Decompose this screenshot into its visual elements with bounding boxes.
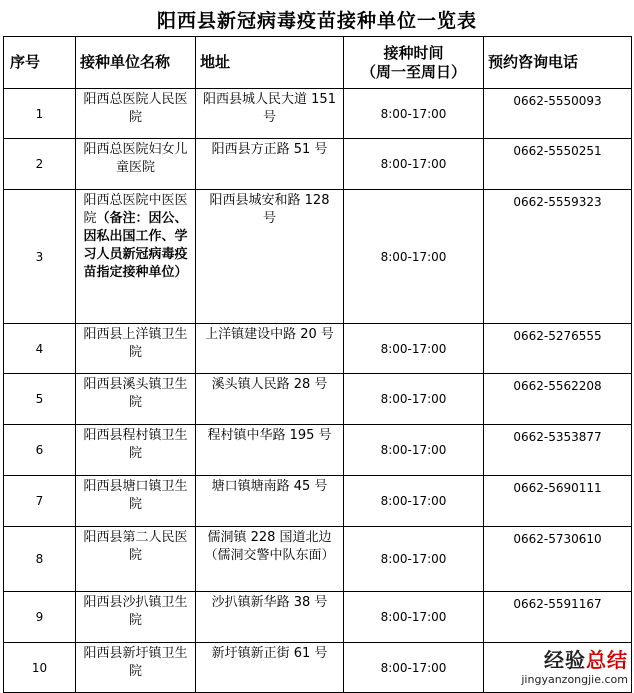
row-address: 沙扒镇新华路 38 号 xyxy=(196,592,344,643)
row-unit-label: 阳西县上洋镇卫生院 xyxy=(83,327,188,360)
row-unit-name xyxy=(76,324,196,374)
row-no: 2 xyxy=(4,139,76,190)
row-no: 1 xyxy=(4,89,76,139)
row-unit-name xyxy=(76,190,196,324)
row-time: 8:00-17:00 xyxy=(344,374,484,425)
row-unit-name xyxy=(76,592,196,643)
row-unit-label: 阳西总医院妇女儿童医院 xyxy=(83,142,188,175)
row-time: 8:00-17:00 xyxy=(344,139,484,190)
row-unit-name xyxy=(76,643,196,693)
watermark xyxy=(521,644,628,686)
table-row xyxy=(4,190,632,324)
page-title: 阳西县新冠病毒疫苗接种单位一览表 xyxy=(156,10,477,32)
row-unit-name xyxy=(76,476,196,527)
row-unit-label: 阳西总医院中医医院 xyxy=(83,193,188,226)
row-address: 阳西县方正路 51 号 xyxy=(196,139,344,190)
row-unit-label: 阳西总医院人民医院 xyxy=(83,92,188,125)
table-row xyxy=(4,476,632,527)
row-unit-label: 阳西县沙扒镇卫生院 xyxy=(83,595,188,628)
header-address: 地址 xyxy=(196,37,344,89)
row-unit-note: （备注：因公、因私出国工作、学习人员新冠病毒疫苗指定接种单位） xyxy=(83,211,188,280)
table-row xyxy=(4,324,632,374)
row-time: 8:00-17:00 xyxy=(344,89,484,139)
header-time-line2: （周一至周日） xyxy=(360,62,466,81)
row-address: 溪头镇人民路 28 号 xyxy=(196,374,344,425)
row-unit-name xyxy=(76,139,196,190)
row-time: 8:00-17:00 xyxy=(344,643,484,693)
row-no: 10 xyxy=(4,643,76,693)
row-time: 8:00-17:00 xyxy=(344,190,484,324)
row-no: 6 xyxy=(4,425,76,476)
row-no: 7 xyxy=(4,476,76,527)
watermark-logo: 经验总结 xyxy=(544,648,628,672)
row-unit-name xyxy=(76,374,196,425)
row-unit-name xyxy=(76,89,196,139)
header-no: 序号 xyxy=(4,37,76,89)
row-unit-label: 阳西县塘口镇卫生院 xyxy=(83,479,188,512)
header-time-line1: 接种时间 xyxy=(383,43,444,62)
row-address: 塘口镇塘南路 45 号 xyxy=(196,476,344,527)
table-header-row xyxy=(4,37,632,89)
row-phone: 0662-5550251 xyxy=(484,139,632,190)
watermark-url: jingyanzongjie.com xyxy=(521,673,628,686)
row-no: 4 xyxy=(4,324,76,374)
row-address: 新圩镇新正街 61 号 xyxy=(196,643,344,693)
row-address: 儒洞镇 228 国道北边（儒洞交警中队东面） xyxy=(196,527,344,592)
row-phone: 0662-5690111 xyxy=(484,476,632,527)
row-unit-name xyxy=(76,425,196,476)
table-row xyxy=(4,425,632,476)
row-no: 3 xyxy=(4,190,76,324)
row-time: 8:00-17:00 xyxy=(344,527,484,592)
row-phone: 0662-5276555 xyxy=(484,324,632,374)
vaccination-sites-table xyxy=(3,36,632,693)
table-row xyxy=(4,89,632,139)
row-phone: 0662-5730610 xyxy=(484,527,632,592)
row-unit-label: 阳西县溪头镇卫生院 xyxy=(83,377,188,410)
row-phone: 0662-5559323 xyxy=(484,190,632,324)
row-unit-label: 阳西县第二人民医院 xyxy=(83,530,188,563)
row-time: 8:00-17:00 xyxy=(344,476,484,527)
row-time: 8:00-17:00 xyxy=(344,592,484,643)
table-row xyxy=(4,374,632,425)
row-phone: 0662-5353877 xyxy=(484,425,632,476)
header-unit: 接种单位名称 xyxy=(76,37,196,89)
row-no: 5 xyxy=(4,374,76,425)
row-no: 9 xyxy=(4,592,76,643)
header-time xyxy=(344,37,484,89)
row-no: 8 xyxy=(4,527,76,592)
row-address: 程村镇中华路 195 号 xyxy=(196,425,344,476)
row-time: 8:00-17:00 xyxy=(344,324,484,374)
table-row xyxy=(4,527,632,592)
row-unit-label: 阳西县新圩镇卫生院 xyxy=(83,646,188,679)
row-time: 8:00-17:00 xyxy=(344,425,484,476)
row-phone: 0662-5591167 xyxy=(484,592,632,643)
row-address: 阳西县城安和路 128 号 xyxy=(196,190,344,324)
table-row xyxy=(4,592,632,643)
row-address: 上洋镇建设中路 20 号 xyxy=(196,324,344,374)
table-row xyxy=(4,139,632,190)
row-phone: 0662-5550093 xyxy=(484,89,632,139)
row-unit-label: 阳西县程村镇卫生院 xyxy=(83,428,188,461)
header-phone: 预约咨询电话 xyxy=(484,37,632,89)
row-address: 阳西县城人民大道 151 号 xyxy=(196,89,344,139)
row-unit-name xyxy=(76,527,196,592)
row-phone: 0662-5562208 xyxy=(484,374,632,425)
